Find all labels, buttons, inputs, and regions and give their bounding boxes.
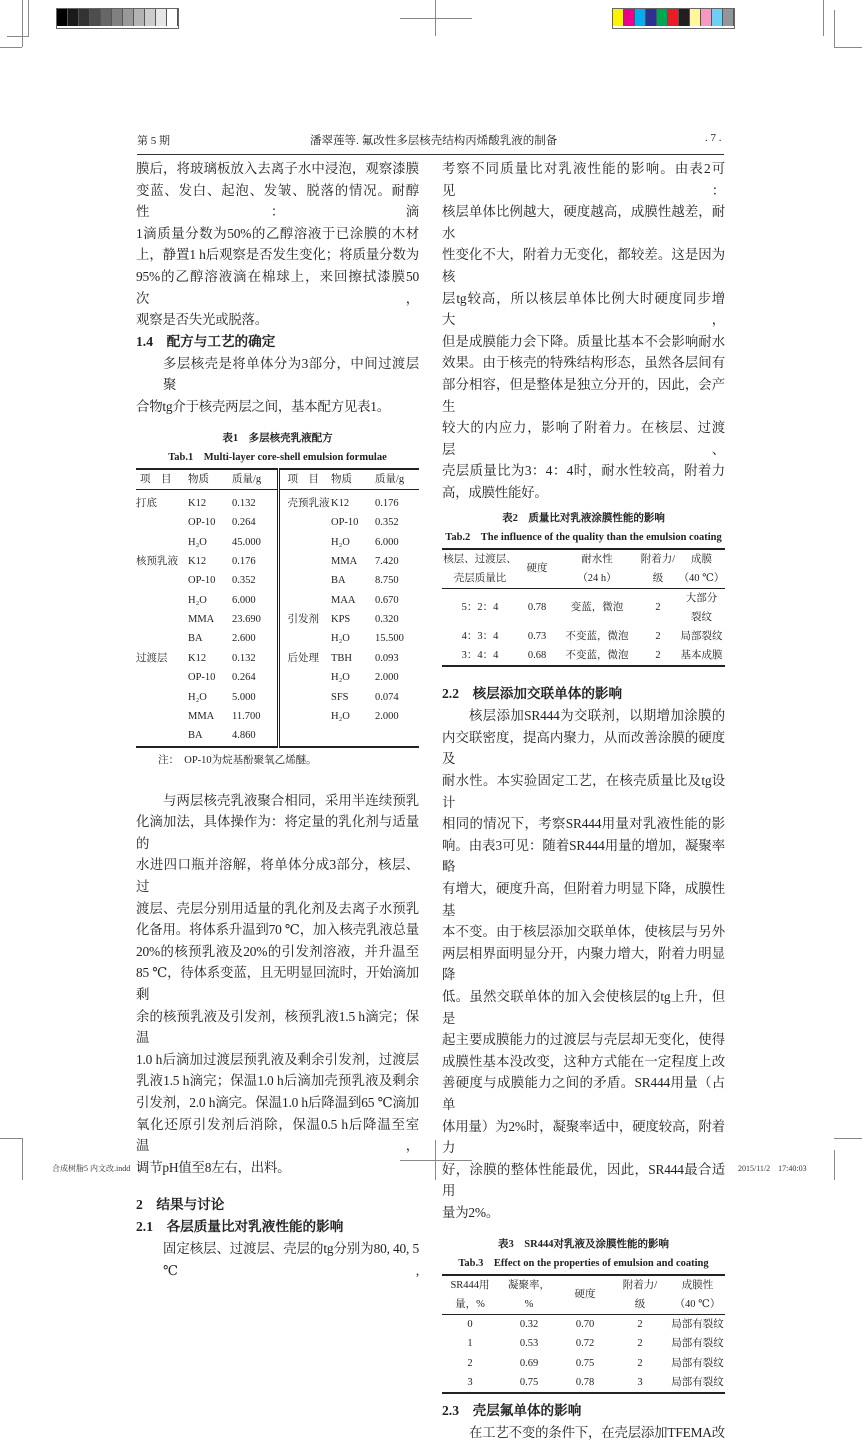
section-heading-2-1: 2.1 各层质量比对乳液性能的影响 [136, 1219, 344, 1235]
column-header: 物质 [188, 473, 209, 485]
table-cell: H₂O [331, 633, 350, 645]
table-cell: 2 [655, 630, 661, 642]
text-line: 壳层质量比为3：4：4时，耐水性较高，附着力 [442, 463, 725, 479]
table-cell: 2.000 [375, 672, 399, 684]
column-header: （40 ℃） [678, 572, 725, 584]
text-line: 起主要成膜能力的过渡层与壳层却无变化，使得 [442, 1032, 725, 1048]
crop-mark [0, 47, 22, 48]
table-cell [278, 532, 331, 551]
table-row [136, 629, 419, 648]
paragraph [136, 158, 419, 331]
column-header: % [524, 1298, 534, 1310]
table-cell: MMA [188, 711, 215, 723]
table-cell: TBH [331, 652, 352, 664]
table-row [442, 1314, 725, 1334]
table-cell: 局部有裂纹 [671, 1357, 724, 1369]
column-header: 成膜 [691, 553, 712, 565]
table-cell: OP-10 [188, 672, 216, 684]
table-cell: 0.320 [375, 614, 399, 626]
table-cell: 后处理 [278, 649, 331, 668]
table2-title-cn: 表2 质量比对乳液涂膜性能的影响 [502, 512, 665, 524]
text-line: 性变化不大，附着力无变化，都较差。这是因为核 [442, 247, 725, 284]
text-line: 多层核壳是将单体分为3部分，中间过渡层聚 [163, 355, 419, 393]
column-header: 耐水性 [581, 553, 613, 565]
table-cell [375, 726, 419, 746]
table-cell [136, 629, 188, 648]
table-cell: OP-10 [188, 575, 216, 587]
paragraph [442, 1422, 725, 1444]
column-header: 硬度 [574, 1289, 596, 1301]
crop-mark [22, 1138, 23, 1180]
table-cell: 15.500 [375, 633, 404, 645]
text-line: 化备用。将体系升温到70 ℃，加入核壳乳液总量 [136, 922, 419, 938]
text-line: 量为2%。 [442, 1204, 500, 1220]
text-line: 耐水性。本实验固定工艺，在核壳质量比及tg设计 [442, 773, 725, 810]
gray-swatch [101, 9, 112, 26]
table3-title-cn: 表3 SR444对乳液及涂膜性能的影响 [498, 1238, 669, 1250]
text-line: 调节pH值至8左右，出料。 [136, 1159, 291, 1175]
table-cell: 0.264 [232, 672, 256, 684]
text-line: 响。由表3可见：随着SR444用量的增加，凝聚率略 [442, 837, 725, 875]
gray-swatch [79, 9, 90, 26]
table-cell: 2 [655, 602, 661, 613]
header-row [442, 1275, 725, 1295]
table-cell: 2 [637, 1318, 643, 1330]
table-row [136, 726, 419, 746]
table-cell: 0.73 [527, 630, 547, 642]
crop-mark [22, 0, 23, 47]
table-cell: 0.074 [375, 691, 399, 703]
table-cell: 7.420 [375, 555, 399, 567]
table3-title-en: Tab.3 Effect on the properties of emulsion and coating [458, 1257, 709, 1269]
gray-swatch [123, 9, 134, 26]
text-line: 核层单体比例越大，硬度越高，成膜性越差，耐水 [442, 204, 725, 241]
table-row [136, 707, 419, 726]
table-cell: 过渡层 [136, 652, 168, 664]
text-line: 核层添加SR444为交联剂，以期增加涂膜的 [469, 708, 725, 724]
table-cell: 局部裂纹 [680, 630, 723, 642]
table-cell: 6.000 [232, 594, 256, 606]
page-number: . 7 . [705, 132, 722, 144]
table-cell [136, 707, 188, 726]
text-line: 两层相界面明显分开，内聚力增大，附着力明显降 [442, 945, 725, 983]
table-cell: BA [188, 730, 203, 742]
table-cell: 5：2：4 [461, 602, 499, 613]
text-line: 变蓝、发白、起泡、发皱、脱落的情况。耐醇性：滴 [136, 182, 419, 220]
table-cell: H₂O [331, 536, 350, 548]
text-line: 考察不同质量比对乳液性能的影响。由表2可见： [442, 161, 725, 198]
table-row [136, 489, 419, 513]
table-cell [136, 513, 188, 532]
table-cell: H₂O [188, 536, 207, 548]
table-cell: 45.000 [232, 536, 261, 548]
table-cell: 局部有裂纹 [671, 1338, 724, 1350]
table-row [136, 610, 419, 629]
text-line: 有增大，硬度升高，但附着力明显下降，成膜性基 [442, 881, 725, 918]
table-cell [278, 726, 331, 746]
table-cell: 2.000 [375, 711, 399, 723]
text-line: 相同的情况下，考察SR444用量对乳液性能的影 [442, 816, 725, 832]
table-cell: 0.132 [232, 652, 256, 664]
text-line: 与两层核壳乳液聚合相同，采用半连续预乳 [163, 792, 419, 808]
table-row [136, 513, 419, 532]
column-header: 质量/g [232, 473, 262, 485]
table-cell: SFS [331, 691, 349, 703]
text-line: 20%的核预乳液及20%的引发剂溶液，并升温至 [136, 943, 419, 959]
crop-mark [834, 47, 862, 48]
table-cell: K12 [188, 652, 207, 664]
color-swatch [613, 9, 624, 26]
header-row [442, 569, 725, 589]
table2 [442, 548, 725, 668]
column-header: 壳层质量比 [453, 572, 507, 584]
text-line: 好，涂膜的整体性能最优，因此，SR444最合适用 [442, 1161, 725, 1199]
text-line: 膜后，将玻璃板放入去离子水中浸泡，观察漆膜 [136, 161, 419, 176]
text-line: 95%的乙醇溶液滴在棉球上，来回擦拭漆膜50次， [136, 268, 419, 306]
text-line: 但是成膜能力会下降。质量比基本不会影响耐水 [442, 333, 725, 349]
table-cell: 8.750 [375, 575, 399, 587]
table-cell: 0.32 [519, 1318, 539, 1330]
table-cell: MMA [188, 614, 215, 626]
table-cell: K12 [188, 555, 207, 567]
gray-swatch [112, 9, 123, 26]
table-cell: 0.670 [375, 594, 399, 606]
table-cell: 0.176 [375, 497, 399, 509]
table-cell: MMA [331, 555, 358, 567]
table-cell: 0.75 [575, 1357, 595, 1369]
table1-title-en: Tab.1 Multi-layer core-shell emulsion formulae [168, 451, 387, 463]
color-swatch [635, 9, 646, 26]
table-cell: 4：3：4 [461, 630, 499, 642]
table-cell: 引发剂 [278, 610, 331, 629]
paragraph [442, 158, 725, 504]
table-cell: H₂O [331, 672, 350, 684]
table-cell: 3 [637, 1376, 643, 1388]
table-cell: 0 [467, 1318, 473, 1330]
table-cell: 不变蓝，微泡 [565, 650, 629, 662]
section-heading-2-2: 2.2 核层添加交联单体的影响 [442, 686, 623, 702]
table-cell [136, 532, 188, 551]
table-cell: 0.352 [232, 575, 256, 587]
text-line: 在工艺不变的条件下，在壳层添加TFEMA改 [469, 1425, 725, 1441]
table1-note: 注： OP-10为烷基酚聚氧乙烯醚。 [158, 754, 317, 766]
print-timestamp: 2015/11/2 17:40:03 [738, 1164, 807, 1173]
table-cell: MAA [331, 594, 356, 606]
gray-calibration-bar [56, 8, 179, 29]
table2-title-en: Tab.2 The influence of the quality than the emulsion coating [445, 531, 722, 543]
column-header: 成膜性 [681, 1279, 714, 1291]
color-swatch [701, 9, 712, 26]
crop-mark [834, 10, 835, 47]
text-line: 氧化还原引发剂后消除，保温0.5 h后降温至室温， [136, 1116, 419, 1154]
table-row [136, 552, 419, 571]
table-cell: K12 [188, 497, 207, 509]
table-cell: 2 [655, 650, 661, 662]
running-title: 潘翠莲等. 氟改性多层核壳结构丙烯酸乳液的制备 [310, 135, 558, 147]
gray-swatch [167, 9, 178, 26]
crop-mark [7, 36, 29, 37]
column-header: 项 目 [140, 473, 172, 485]
color-swatch [668, 9, 679, 26]
table-row [136, 668, 419, 687]
registration-mark [435, 0, 436, 36]
table-cell: H₂O [331, 711, 350, 723]
table-cell: 0.72 [575, 1338, 595, 1350]
table-cell: H₂O [188, 594, 207, 606]
table-cell [278, 571, 331, 590]
text-line: 高，成膜性能好。 [442, 484, 548, 500]
text-line: 化滴加法，具体操作为：将定量的乳化剂与适量的 [136, 814, 419, 851]
text-line: 上，静置1 h后观察是否发生变化；将质量分数为 [136, 247, 419, 263]
gray-swatch [156, 9, 167, 26]
text-line: 层tg较高，所以核层单体比例大时硬度同步增大， [442, 290, 725, 328]
crop-mark [0, 1138, 22, 1139]
table-cell: 3：4：4 [461, 650, 499, 662]
text-line: 1滴质量分数为50%的乙醇溶液于已涂膜的木材 [136, 225, 419, 241]
table1 [136, 468, 419, 748]
paragraph [136, 353, 419, 418]
table-cell: 变蓝，微泡 [570, 602, 624, 613]
paragraph [442, 705, 725, 1223]
table-cell [278, 629, 331, 648]
column-header: 物质 [331, 473, 352, 485]
table-cell: 大部分 裂纹 [685, 592, 718, 623]
table-cell: 0.352 [375, 517, 399, 529]
text-line: 部分相容，但是整体是独立分开的，因此，会产生 [442, 376, 725, 414]
column-header: 核层、过渡层、 [443, 553, 517, 565]
table-cell: 11.700 [232, 711, 261, 723]
table-cell: 打底 [136, 497, 157, 509]
table-row [136, 532, 419, 551]
column-header: 附着力/ [622, 1279, 658, 1291]
table-cell: OP-10 [331, 517, 359, 529]
table-cell: 2.600 [232, 633, 256, 645]
color-swatch [712, 9, 723, 26]
left-column [136, 158, 419, 1281]
table-cell: 1 [467, 1338, 473, 1350]
column-header: 级 [634, 1298, 646, 1310]
text-line: 引发剂，2.0 h滴完。保温1.0 h后降温到65 ℃滴加 [136, 1094, 419, 1110]
table-row [136, 571, 419, 590]
table-cell: 0.70 [575, 1318, 595, 1330]
column-header: 附着力/ [640, 553, 676, 565]
table3 [442, 1274, 725, 1395]
column-header: 量，% [455, 1298, 485, 1310]
column-header: （24 h） [577, 572, 617, 584]
table-cell: KPS [331, 614, 351, 626]
gray-swatch [134, 9, 145, 26]
section-heading-2: 2 结果与讨论 [136, 1197, 225, 1213]
table-cell: 不变蓝，微泡 [565, 630, 629, 642]
text-line: 较大的内应力，影响了附着力。在核层、过渡层、 [442, 420, 725, 457]
table-cell [331, 726, 375, 746]
table-cell: 0.68 [527, 650, 547, 662]
text-line: 余的核预乳液及引发剂，核预乳液1.5 h滴完；保温 [136, 1008, 419, 1046]
header-rule [137, 154, 724, 155]
column-header: SR444用 [450, 1279, 490, 1291]
table-cell: 0.69 [519, 1357, 539, 1369]
table-cell: BA [188, 633, 203, 645]
color-swatch [679, 9, 690, 26]
column-header: 项 目 [278, 469, 331, 490]
table-cell: 0.75 [519, 1376, 539, 1388]
text-line: 成膜性基本没改变，这种方式能在一定程度上改 [442, 1053, 725, 1069]
color-swatch [657, 9, 668, 26]
section-heading-1-4: 1.4 配方与工艺的确定 [136, 333, 276, 349]
text-line: 乳液1.5 h滴完；保温1.0 h后滴加壳预乳液及剩余 [136, 1073, 419, 1089]
text-line: 1.0 h后滴加过渡层预乳液及剩余引发剂，过渡层 [136, 1051, 419, 1067]
header-row [442, 549, 725, 569]
table-cell [278, 687, 331, 706]
text-line: 固定核层、过渡层、壳层的tg分别为80, 40, 5 ℃, [163, 1241, 419, 1278]
table-cell: 2 [637, 1357, 643, 1369]
text-line: 合物tg介于核壳两层之间，基本配方见表1。 [136, 398, 390, 414]
column-header: 硬度 [526, 563, 548, 574]
table-cell: 5.000 [232, 691, 256, 703]
table-row [442, 1334, 725, 1353]
issue-number: 第 5 期 [137, 135, 170, 147]
table-cell [136, 668, 188, 687]
table-cell [278, 590, 331, 609]
table-cell [278, 513, 331, 532]
table-cell: 23.690 [232, 614, 261, 626]
table-cell [136, 610, 188, 629]
crop-mark [834, 1150, 835, 1180]
text-line: 渡层、壳层分别用适量的乳化剂及去离子水预乳 [136, 900, 419, 916]
table-cell: 4.860 [232, 730, 256, 742]
paragraph [136, 1238, 419, 1281]
table-row [442, 588, 725, 627]
table-cell [278, 552, 331, 571]
table-cell: OP-10 [188, 517, 216, 529]
table-cell: H₂O [188, 691, 207, 703]
text-line: 水进四口瓶并溶解，将单体分成3部分，核层、过 [136, 857, 419, 894]
table-row [136, 590, 419, 609]
crop-mark [28, 0, 29, 36]
text-line: 85 ℃，待体系变蓝，且无明显回流时，开始滴加剩 [136, 965, 419, 1002]
text-line: 内交联密度，提高内聚力，从而改善涂膜的硬度及 [442, 729, 725, 767]
gray-swatch [90, 9, 101, 26]
table-cell: 3 [467, 1376, 473, 1388]
table-cell [136, 687, 188, 706]
text-line: 体用量）为2%时，凝聚率适中，硬度较高，附着力 [442, 1118, 725, 1156]
color-swatch [690, 9, 701, 26]
table-cell: 核预乳液 [136, 555, 178, 567]
table-row [442, 627, 725, 646]
table-cell: 壳预乳液 [278, 489, 331, 513]
table-cell: 0.53 [519, 1338, 539, 1350]
file-slug: 合成树脂5 内文改.indd 7 [52, 1164, 143, 1173]
table-row [136, 649, 419, 668]
table-cell [136, 726, 188, 746]
table-cell: K12 [331, 497, 350, 509]
table-cell [278, 668, 331, 687]
table-cell: 0.78 [575, 1376, 595, 1388]
color-swatch [646, 9, 657, 26]
table1-title-cn: 表1 多层核壳乳液配方 [222, 432, 333, 444]
color-swatch [624, 9, 635, 26]
registration-mark [400, 18, 472, 19]
gray-swatch [68, 9, 79, 26]
color-swatch [723, 9, 734, 26]
table-cell: 2 [467, 1357, 473, 1369]
text-line: 低。虽然交联单体的加入会使核层的tg上升，但是 [442, 989, 725, 1026]
text-line: 观察是否失光或脱落。 [136, 312, 268, 328]
table-row [442, 1353, 725, 1372]
table-cell: 0.176 [232, 555, 256, 567]
registration-mark [435, 1140, 436, 1180]
table-cell [136, 590, 188, 609]
text-line: 效果。由于核壳的特殊结构形态，虽然各层间有 [442, 355, 725, 371]
right-column [442, 158, 725, 1444]
text-line: 本不变。由于核层添加交联单体，使核层与另外 [442, 924, 725, 940]
table-cell: 基本成膜 [680, 650, 723, 662]
table-cell: 6.000 [375, 536, 399, 548]
crop-mark [823, 0, 824, 36]
table-cell: 局部有裂纹 [671, 1376, 724, 1388]
gray-swatch [145, 9, 156, 26]
crop-mark [834, 1138, 862, 1139]
text-line: 善硬度与成膜能力之间的矛盾。SR444用量（占单 [442, 1075, 725, 1112]
table-row [442, 1373, 725, 1393]
table-cell: BA [331, 575, 346, 587]
table-row [136, 687, 419, 706]
gray-swatch [57, 9, 68, 26]
table-row [442, 646, 725, 666]
paragraph [136, 790, 419, 1179]
table-cell: 0.264 [232, 517, 256, 529]
column-header: 凝聚率， [508, 1279, 550, 1291]
table-cell [136, 571, 188, 590]
section-heading-2-3: 2.3 壳层氟单体的影响 [442, 1403, 582, 1419]
table-cell: 0.093 [375, 652, 399, 664]
table-cell [278, 707, 331, 726]
column-header: 质量/g [375, 473, 405, 485]
table-cell: 2 [637, 1338, 643, 1350]
table-cell: 0.132 [232, 497, 256, 509]
table-cell: 局部有裂纹 [671, 1318, 724, 1330]
column-header: 级 [652, 572, 664, 584]
table-cell: 0.78 [527, 602, 547, 613]
column-header: （40 ℃） [674, 1298, 721, 1310]
color-calibration-bar [612, 8, 735, 29]
